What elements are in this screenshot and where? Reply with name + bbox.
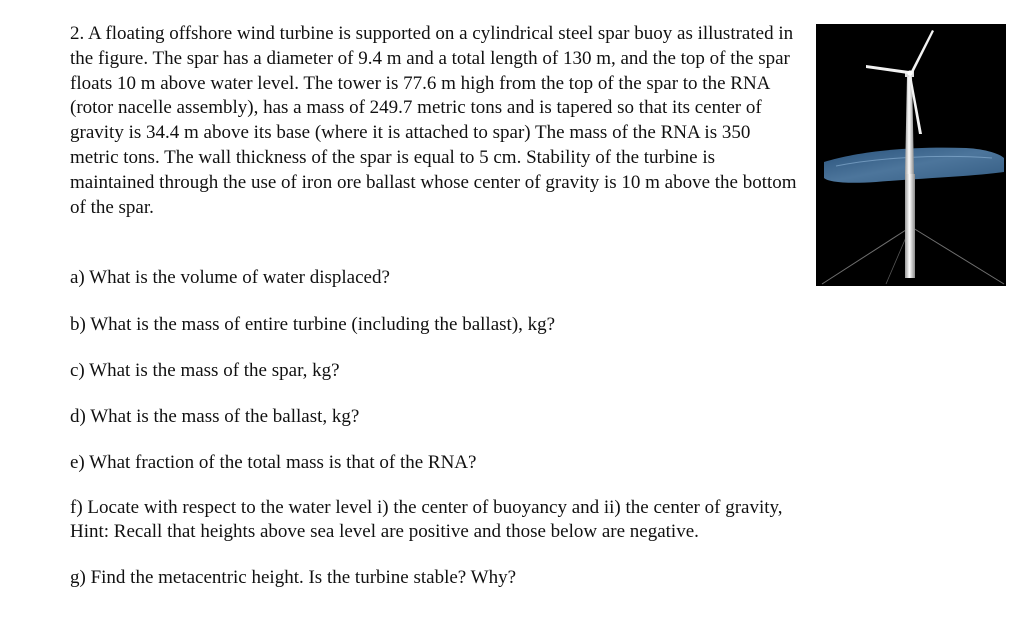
mooring-line-left [822, 228, 909, 284]
wind-turbine-figure [816, 24, 1006, 286]
wind-turbine-illustration [816, 24, 1006, 286]
question-d: d) What is the mass of the ballast, kg? [70, 406, 360, 427]
problem-statement: 2. A floating offshore wind turbine is supported on a cylindrical steel spar buoy as illustrated in the figure. The spar has a diameter of 9.4 m and a total length of 130 m, and the top of the spar floats 10 m above water level. The tower is 77.6 m high from the top of the spar to the RNA (rotor nacelle assembly), has a mass of 249.7 metric tons and is tapered so that its center of gravity is 34.4 m above its base (where it is attached to spar) The mass of the RNA is 350 metric tons. The wall thickness of the spar is equal to 5 cm. Stability of the turbine is maintained through the use of iron ore ballast whose center of gravity is 10 m above the bottom of the spar. [70, 23, 797, 218]
spar-buoy [905, 174, 915, 278]
question-b: b) What is the mass of entire turbine (including the ballast), kg? [70, 314, 556, 335]
mooring-line-right [913, 228, 1004, 284]
blade-up [910, 30, 934, 75]
question-e: e) What fraction of the total mass is that of the RNA? [70, 452, 477, 473]
question-f [70, 496, 783, 544]
blade-left [866, 65, 909, 74]
question-f-hint: Hint: Recall that heights above sea level are positive and those below are negative. [70, 521, 699, 542]
question-a: a) What is the volume of water displaced? [70, 267, 390, 288]
question-g: g) Find the metacentric height. Is the turbine stable? Why? [70, 567, 517, 588]
question-f-line-1: f) Locate with respect to the water level i) the center of buoyancy and ii) the center of gravity, [70, 497, 783, 518]
question-c: c) What is the mass of the spar, kg? [70, 360, 340, 381]
rotor-hub [907, 70, 912, 75]
